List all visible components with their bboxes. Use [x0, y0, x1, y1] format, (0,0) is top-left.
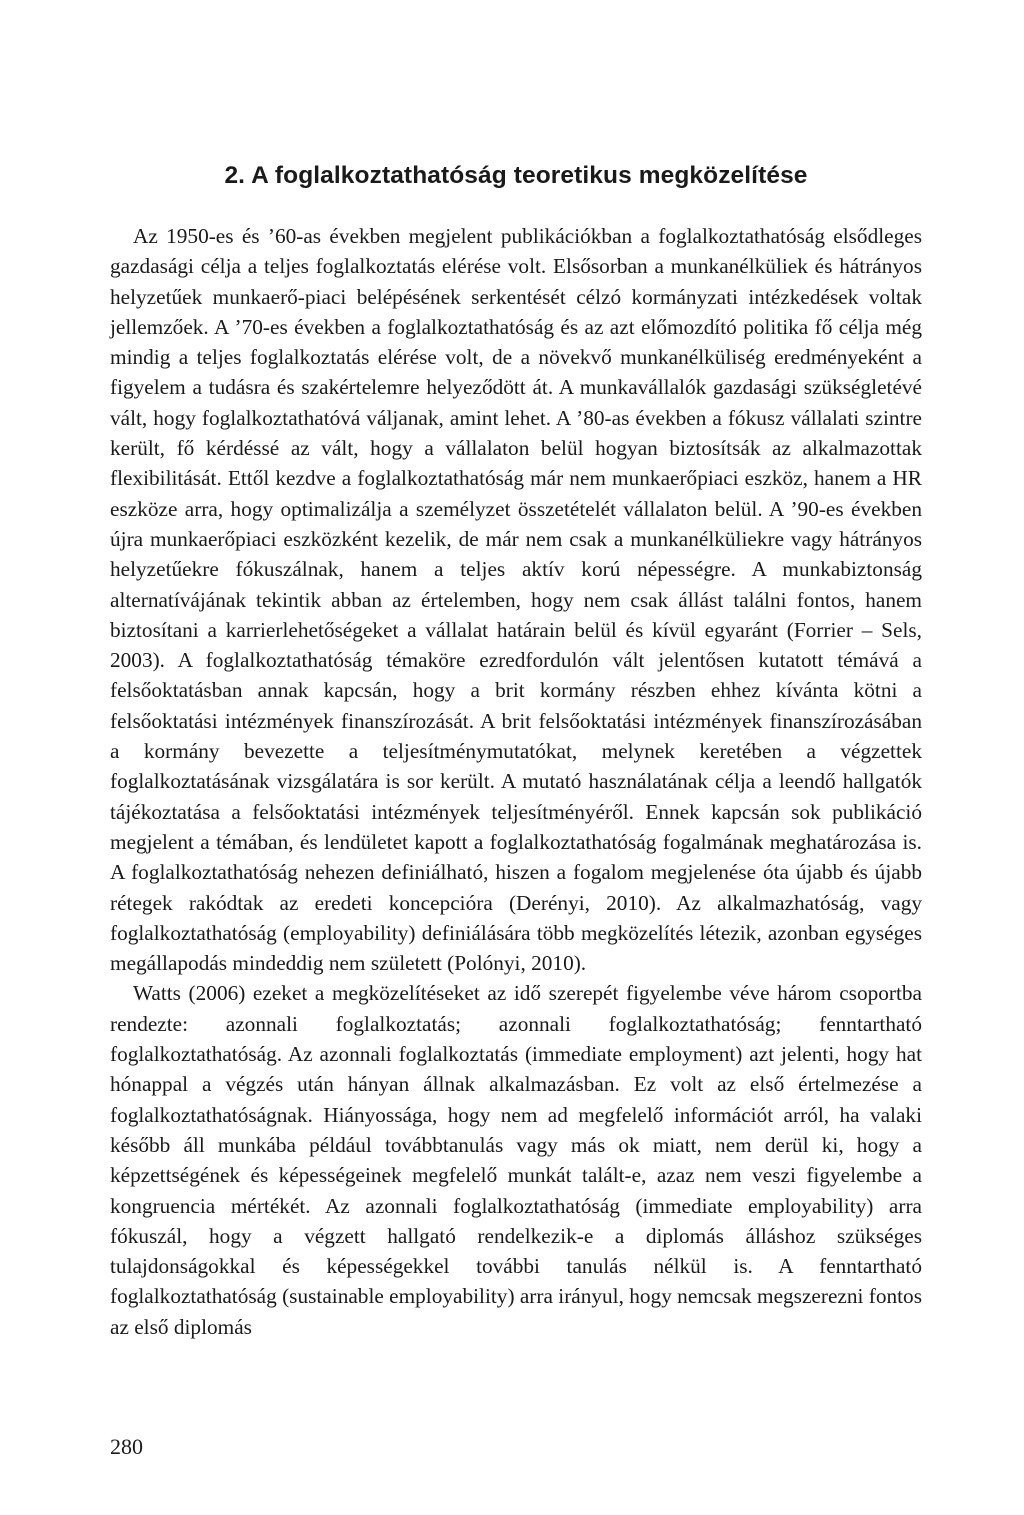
- section-heading: 2. A foglalkoztathatóság teoretikus megközelítése: [224, 162, 808, 189]
- paragraph: Watts (2006) ezeket a megközelítéseket az idő szerepét figyelembe véve három csoportba rendezte: azonnali foglalkoztatás; azonnali foglalkoztathatóság; fenntartható foglalkoztathatóság. Az azonnali foglalkoztatás (immediate employment) azt jelenti, hogy hat hónappal a végzés után hányan állnak alkalmazásban. Ez volt az első értelmezése a foglalkoztathatóságnak. Hiányossága, hogy nem ad megfelelő információt arról, ha valaki később áll munkába például továbbtanulás vagy más ok miatt, nem derül ki, hogy a képzettségének és képességeinek megfelelő munkát talált-e, azaz nem veszi figyelembe a kongruencia mértékét. Az azonnali foglalkoztathatóság (immediate employability) arra fókuszál, hogy a végzett hallgató rendelkezik-e a diplomás álláshoz szükséges tulajdonságokkal és képességekkel további tanulás nélkül is. A fenntartható foglalkoztathatóság (sustainable employability) arra irányul, hogy nemcsak megszerezni fontos az első diplomás: [110, 981, 922, 1339]
- page-number: 280: [110, 1434, 143, 1459]
- body-text: [110, 221, 922, 1342]
- paragraph: Az 1950-es és ’60-as években megjelent publikációkban a foglalkoztathatóság elsődleges gazdasági célja a teljes foglalkoztatás elérése volt. Elsősorban a munkanélküliek és hátrányos helyzetűek munkaerő-piaci belépésének serkentését célzó kormányzati intézkedések voltak jellemzőek. A ’70-es években a foglalkoztathatóság és az azt előmozdító politika fő célja még mindig a teljes foglalkoztatás elérése volt, de a növekvő munkanélküliség eredményeként a figyelem a tudásra és szakértelemre helyeződött át. A munkavállalók gazdasági szükségletévé vált, hogy foglalkoztathatóvá váljanak, amint lehet. A ’80-as években a fókusz vállalati szintre került, fő kérdéssé az vált, hogy a vállalaton belül hogyan biztosítsák az alkalmazottak flexibilitását. Ettől kezdve a foglalkoztathatóság már nem munkaerőpiaci eszköz, hanem a HR eszköze arra, hogy optimalizálja a személyzet összetételét vállalaton belül. A ’90-es években újra munkaerőpiaci eszközként kezelik, de már nem csak a munkanélküliekre vagy hátrányos helyzetűekre fókuszálnak, hanem a teljes aktív korú népességre. A munkabiztonság alternatívájának tekintik abban az értelemben, hogy nem csak állást találni fontos, hanem biztosítani a karrierlehetőségeket a vállalat határain belül és kívül egyaránt (Forrier – Sels, 2003). A foglalkoztathatóság témaköre ezredfordulón vált jelentősen kutatott témává a felsőoktatásban annak kapcsán, hogy a brit kormány részben ehhez kívánta kötni a felsőoktatási intézmények finanszírozását. A brit felsőoktatási intézmények finanszírozásában a kormány bevezette a teljesítménymutatókat, melynek keretében a végzettek foglalkoztatásának vizsgálatára is sor került. A mutató használatának célja a leendő hallgatók tájékoztatása a felsőoktatási intézmények teljesítményéről. Ennek kapcsán sok publikáció megjelent a témában, és lendületet kapott a foglalkoztathatóság fogalmának meghatározása is. A foglalkoztathatóság nehezen definiálható, hiszen a fogalom megjelenése óta újabb és újabb rétegek rakódtak az eredeti koncepcióra (Derényi, 2010). Az alkalmazhatóság, vagy foglalkoztathatóság (employability) definiálására több megközelítés létezik, azonban egységes megállapodás mindeddig nem született (Polónyi, 2010).: [110, 224, 922, 976]
